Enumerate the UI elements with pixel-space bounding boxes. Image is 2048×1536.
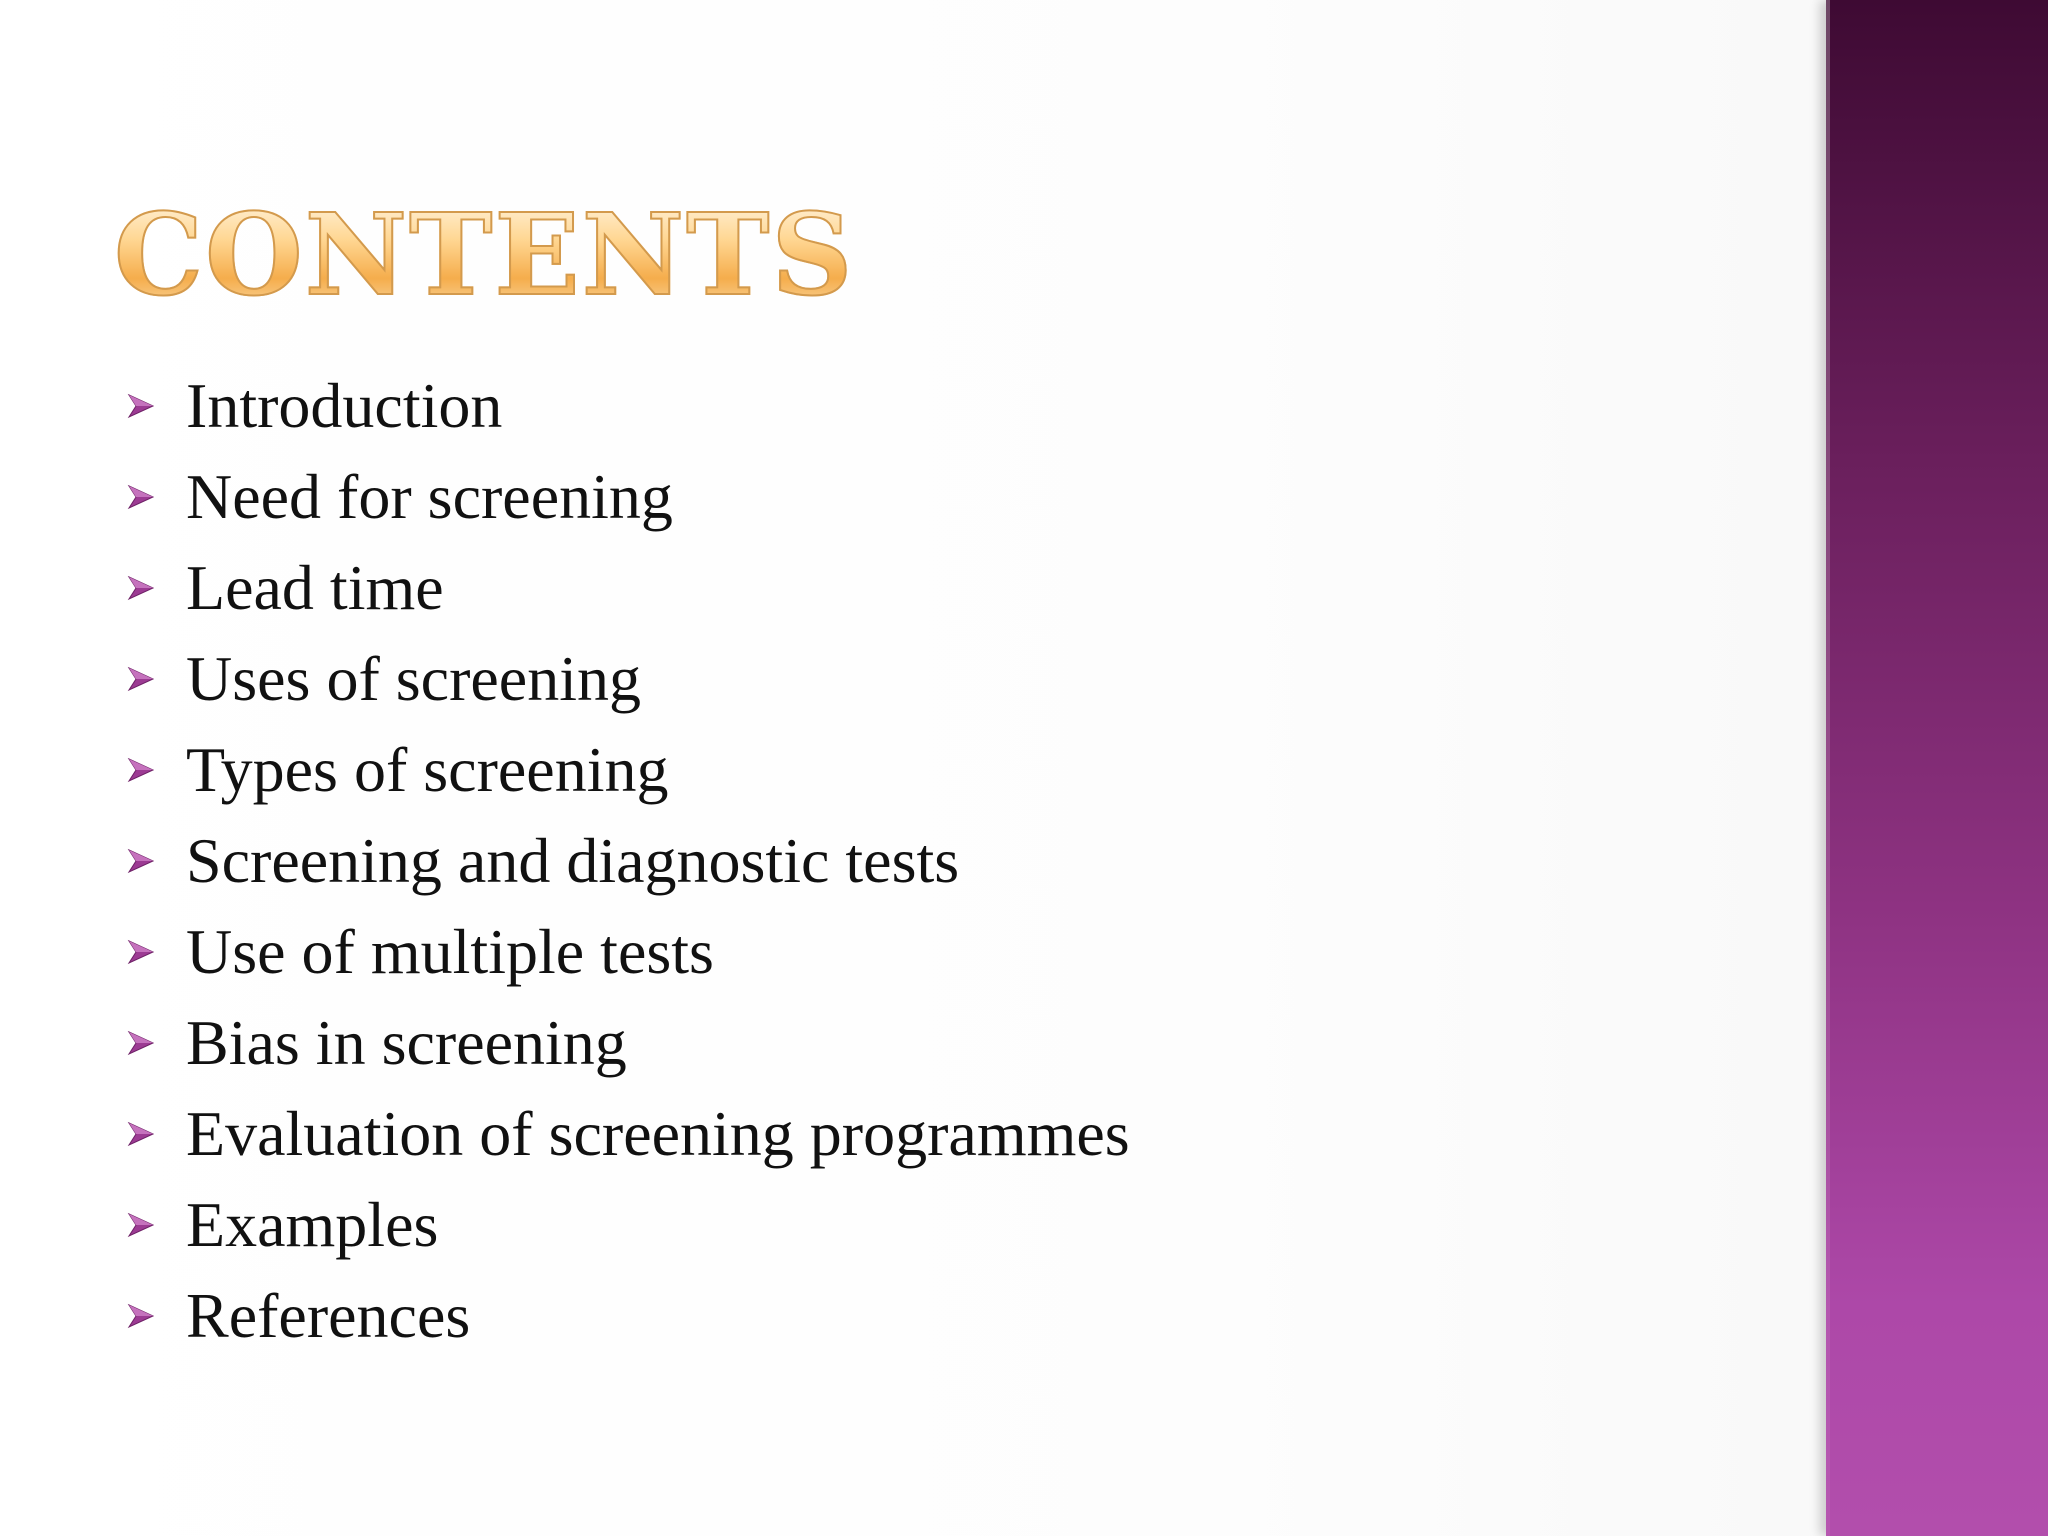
list-item-label: Uses of screening — [186, 642, 641, 714]
arrowhead-icon — [126, 664, 186, 694]
list-item — [126, 997, 1130, 1088]
arrowhead-icon — [126, 846, 186, 876]
arrowhead-icon — [126, 755, 186, 785]
list-item-label: Examples — [186, 1188, 439, 1260]
arrowhead-icon — [126, 1210, 186, 1240]
list-item-label: References — [186, 1279, 471, 1351]
decorative-sidebar — [1826, 0, 2048, 1536]
arrowhead-icon — [126, 1119, 186, 1149]
sidebar-edge-highlight — [1826, 0, 1830, 1536]
list-item — [126, 1270, 1130, 1361]
list-item — [126, 815, 1130, 906]
arrowhead-icon — [126, 482, 186, 512]
list-item — [126, 906, 1130, 997]
list-item-label: Screening and diagnostic tests — [186, 824, 960, 896]
arrowhead-icon — [126, 1301, 186, 1331]
list-item-label: Lead time — [186, 551, 444, 623]
list-item — [126, 542, 1130, 633]
list-item — [126, 724, 1130, 815]
list-item-label: Introduction — [186, 369, 503, 441]
arrowhead-icon — [126, 573, 186, 603]
list-item-label: Evaluation of screening programmes — [186, 1097, 1130, 1169]
list-item-label: Types of screening — [186, 733, 669, 805]
list-item — [126, 360, 1130, 451]
contents-list — [126, 360, 1130, 1361]
list-item — [126, 633, 1130, 724]
arrowhead-icon — [126, 937, 186, 967]
list-item-label: Use of multiple tests — [186, 915, 714, 987]
arrowhead-icon — [126, 391, 186, 421]
list-item-label: Bias in screening — [186, 1006, 627, 1078]
list-item — [126, 1088, 1130, 1179]
list-item-label: Need for screening — [186, 460, 673, 532]
list-item — [126, 1179, 1130, 1270]
slide-title: CONTENTS — [114, 190, 855, 321]
list-item — [126, 451, 1130, 542]
arrowhead-icon — [126, 1028, 186, 1058]
